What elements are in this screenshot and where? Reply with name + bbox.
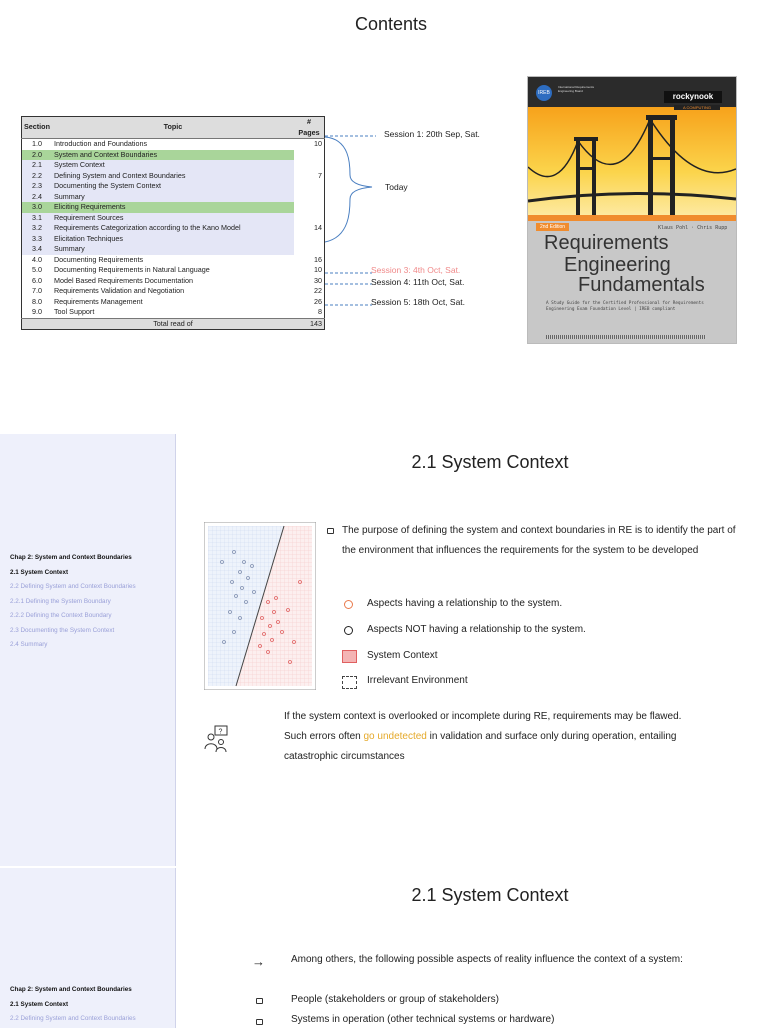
cell-pages: 8 [318,307,322,316]
session-3-label: Session 3: 4th Oct, Sat. [371,265,461,275]
cell-topic: Documenting Requirements [53,254,144,264]
table-row [22,255,325,266]
header-section: Section [22,117,52,139]
warning-text [284,707,684,767]
header-pages: # Pages [294,117,325,139]
warning-post: in validation and surface only during operation, entailing catastrophic circumstances [284,731,677,762]
ireb-logo-text: IREB [538,90,550,96]
cell-pages: 22 [314,286,322,295]
cell-topic: Introduction and Foundations [53,139,148,148]
table-row [22,139,325,150]
table-row [22,213,325,224]
cell-topic: Eliciting Requirements [52,202,294,213]
table-row [22,265,325,276]
arrow-icon: → [252,954,265,969]
sidebar-item[interactable]: 2.2.2 Defining the Context Boundary [10,612,112,619]
cell-topic: Requirements Management [53,296,143,306]
cell-section: 9.0 [31,307,42,316]
cell-section: 4.0 [31,254,42,264]
cell-topic: System Context [52,160,294,171]
cell-pages: 7 [294,171,325,182]
sidebar-item[interactable]: 2.1 System Context [10,1000,69,1008]
cell-pages: 26 [314,296,322,306]
cell-section: 3.4 [22,244,52,255]
table-row [22,307,325,318]
legend-irrelevant-label: Irrelevant Environment [367,675,468,686]
page-title: Contents [354,14,428,34]
warning-pre: If the system context is overlooked or incomplete during RE, requirements may be flawed. Such errors often [284,711,682,742]
cell-topic: Elicitation Techniques [52,234,294,245]
cell-topic: System and Context Boundaries [52,150,294,161]
sidebar-item[interactable]: 2.2 Defining System and Context Boundaries [10,1015,136,1022]
cell-section: 7.0 [31,286,42,295]
table-row [22,234,325,245]
bullet-systems: Systems in operation (other technical systems or hardware) [291,1014,555,1025]
table-row [22,202,325,213]
cell-section: 3.0 [22,202,52,213]
table-row [22,160,325,171]
sidebar-item[interactable]: 2.1 System Context [10,568,69,576]
cell-topic: Documenting Requirements in Natural Language [53,265,210,274]
session-4-label: Session 4: 11th Oct, Sat. [371,277,465,287]
cell-topic: Requirements Categorization according to the Kano Model [52,223,294,234]
legend-related-label: Aspects having a relationship to the system. [367,598,563,609]
page-title: 2.1 System Context [411,885,569,905]
cell-pages: 10 [314,265,322,274]
book-title-2: Engineering [564,254,671,276]
table-row [22,192,325,203]
edition-badge: 2nd Edition [536,223,569,231]
book-cover [527,76,737,344]
publisher-sub: A COMPUTING [674,105,720,110]
cell-pages: 10 [314,139,322,148]
ireb-subtitle: International Requirements Engineering Board [558,85,595,93]
publisher-name: rockynook [672,92,714,101]
legend-unrelated-label: Aspects NOT having a relationship to the system. [367,624,586,635]
book-subtitle: A Study Guide for the Certified Professional for Requirements Engineering Exam Foundation Level | IREB compliant [546,301,704,312]
table-row [22,244,325,255]
sidebar-item[interactable]: 2.2 Defining System and Context Boundaries [10,583,136,590]
table-row [22,171,325,182]
presenter-question-icon [204,725,230,753]
sidebar-item[interactable]: 2.4 Summary [10,641,48,648]
legend-context-label: System Context [367,650,438,661]
legend-irrelevant-icon [342,676,357,689]
legend-unrelated-icon [344,626,353,635]
barcode-strip [546,335,706,339]
legend-context-icon [342,650,357,663]
cell-section: 6.0 [31,275,42,285]
table-row [22,150,325,161]
bullet-icon [327,528,334,534]
sidebar-item[interactable]: 2.3 Documenting the System Context [10,626,115,634]
sidebar-item[interactable]: Chap 2: System and Context Boundaries [10,986,132,993]
cell-section: 3.3 [22,234,52,245]
total-pages: 143 [294,318,325,330]
cell-topic: Requirement Sources [52,213,294,224]
cell-topic: Defining System and Context Boundaries [52,171,294,182]
warning-highlight: go undetected [363,731,427,742]
session-5-label: Session 5: 18th Oct, Sat. [371,297,466,307]
table-row [22,181,325,192]
bullet-icon [256,998,263,1004]
bullet-people: People (stakeholders or group of stakeholders) [291,994,499,1005]
table-row [22,297,325,308]
book-title-3: Fundamentals [578,274,705,296]
context-diagram [204,522,316,690]
contents-table [21,116,325,330]
cell-section: 3.1 [22,213,52,224]
sidebar-nav [0,434,176,866]
publisher-logo [664,91,722,103]
cell-topic: Model Based Requirements Documentation [53,275,194,285]
cell-pages: 30 [314,275,322,285]
table-total-row [22,318,325,330]
cell-section: 2.3 [22,181,52,192]
today-label: Today [385,182,408,192]
cell-section: 8.0 [31,296,42,306]
cell-section: 2.0 [22,150,52,161]
legend-related-icon [344,600,353,609]
cell-section: 1.0 [31,139,42,148]
cell-section: 5.0 [31,265,42,274]
cell-section: 2.1 [22,160,52,171]
cell-pages: 16 [314,254,322,264]
cell-topic: Requirements Validation and Negotiation [53,286,185,295]
table-row [22,286,325,297]
cell-section: 3.2 [22,223,52,234]
intro-text: Among others, the following possible aspects of reality influence the context of a system: [291,954,683,965]
cell-topic: Summary [52,192,294,203]
book-authors: Klaus Pohl · Chris Rupp [658,225,728,231]
table-row [22,223,325,234]
cell-topic: Documenting the System Context [52,181,294,192]
sidebar-nav [0,868,176,1028]
cell-section: 2.2 [22,171,52,182]
cell-pages: 14 [294,223,325,234]
table-header-row [22,117,325,139]
book-title-1: Requirements [544,232,669,254]
session-1-label: Session 1: 20th Sep, Sat. [384,129,480,139]
cell-section: 2.4 [22,192,52,203]
bullet-icon [256,1019,263,1025]
ireb-logo [536,85,552,101]
sidebar-item[interactable]: 2.2.1 Defining the System Boundary [10,597,111,605]
cell-topic: Tool Support [53,307,95,316]
svg-text:?: ? [218,728,223,736]
table-row [22,276,325,287]
header-topic: Topic [52,117,294,139]
sidebar-item[interactable]: Chap 2: System and Context Boundaries [10,554,132,561]
total-label: Total read of [52,318,294,330]
purpose-text: The purpose of defining the system and context boundaries in RE is to identify the part of the environment that influences the requirements for the system to be developed [342,525,736,556]
cell-topic: Summary [52,244,294,255]
page-title: 2.1 System Context [411,452,569,472]
